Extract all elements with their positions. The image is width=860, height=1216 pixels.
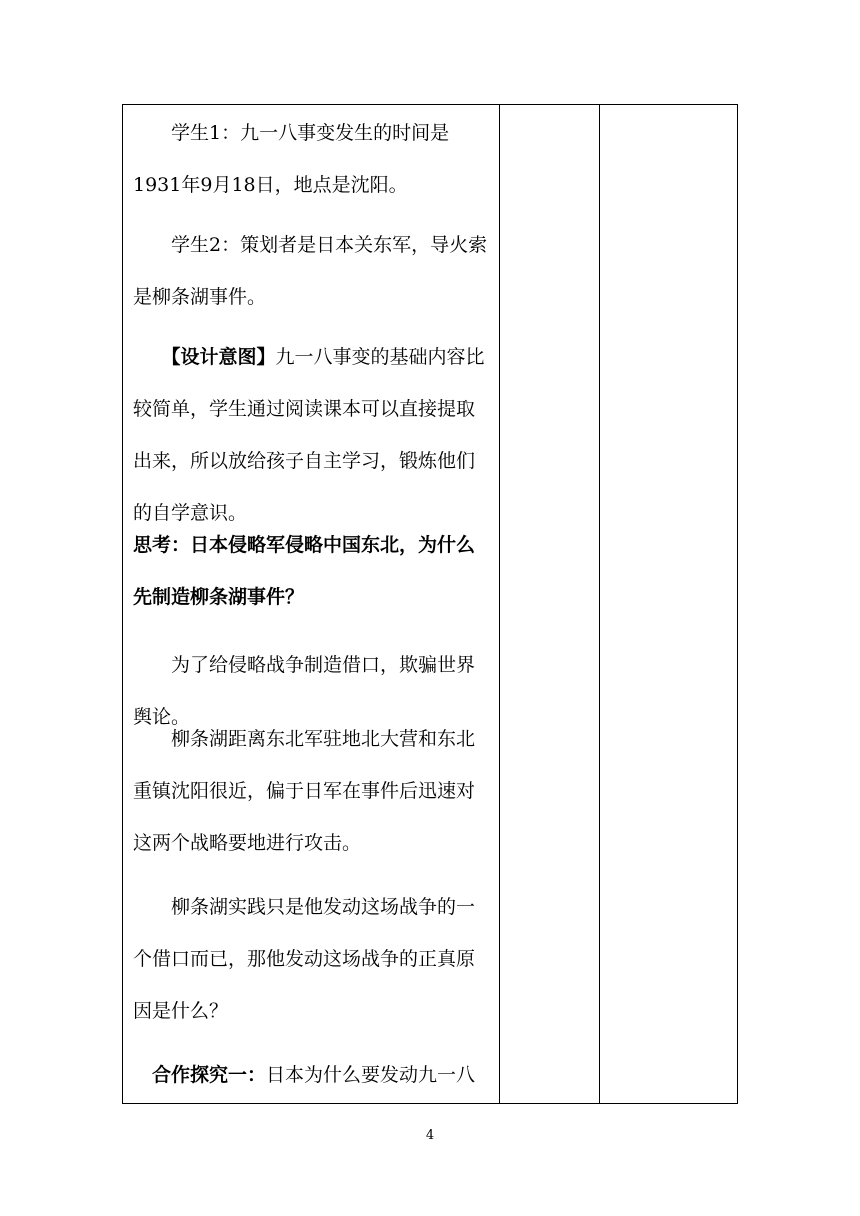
design-intent-label: 【设计意图】 — [133, 346, 276, 368]
design-intent-text: 九一八事变的基础内容比较简单，学生通过阅读课本可以直接提取出来，所以放给孩子自主学习，锻炼他们的自学意识。 — [133, 346, 485, 524]
cooperative-inquiry-text: 日本为什么要发动九一八 — [266, 1064, 476, 1086]
cooperative-inquiry-label: 合作探究一： — [133, 1064, 267, 1086]
answer-paragraph-1: 为了给侵略战争制造借口，欺骗世界舆论。 — [133, 654, 476, 728]
answer-paragraph-2: 柳条湖距离东北军驻地北大营和东北重镇沈阳很近，偏于日军在事件后迅速对这两个战略要地进行攻击。 — [133, 728, 476, 854]
page-number: 4 — [425, 1128, 435, 1143]
lesson-table — [122, 104, 738, 1104]
transition-question: 柳条湖实践只是他发动这场战争的一个借口而已，那他发动这场战争的正真原因是什么？ — [133, 896, 476, 1022]
cooperative-inquiry — [133, 1049, 493, 1101]
student-answer-1: 学生1：九一八事变发生的时间是1931年9月18日，地点是沈阳。 — [133, 122, 450, 196]
notes-cell — [600, 105, 737, 1103]
design-intent-paragraph — [133, 331, 493, 539]
student-answer-2: 学生2：策划者是日本关东军，导火索是柳条湖事件。 — [133, 234, 488, 308]
student-activity-cell — [500, 105, 599, 1103]
teaching-content-cell — [123, 105, 499, 1103]
thinking-question: 思考：日本侵略军侵略中国东北，为什么先制造柳条湖事件？ — [133, 534, 476, 608]
